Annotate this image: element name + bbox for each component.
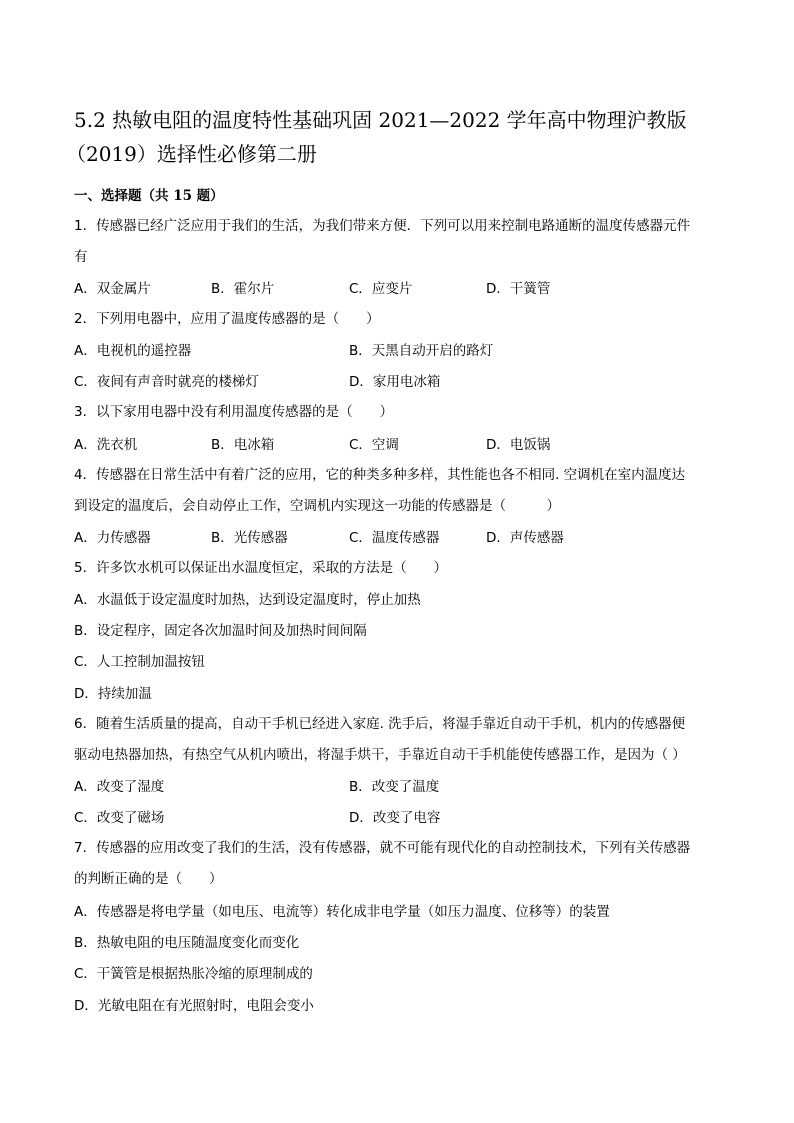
- question-6-stem-line-2: 驱动电热器加热，有热空气从机内喷出，将湿手烘干，手靠近自动干手机能使传感器工作，是因为（ ）: [74, 747, 686, 763]
- document-title: [66, 103, 734, 171]
- question-4-option-c: C．温度传感器: [349, 530, 440, 546]
- question-4-option-d: D．声传感器: [486, 530, 564, 546]
- question-5-option-a: A．水温低于设定温度时加热，达到设定温度时，停止加热: [74, 592, 421, 608]
- question-3-option-c: C．空调: [349, 437, 399, 453]
- question-6-option-b: B．改变了温度: [349, 779, 440, 795]
- section-heading: 一、选择题（共 15 题）: [74, 188, 224, 204]
- question-4-option-b: B．光传感器: [211, 530, 288, 546]
- question-3-stem-line-1: 3．以下家用电器中没有利用温度传感器的是（ ）: [74, 404, 394, 420]
- question-2-stem: [74, 304, 724, 335]
- question-1-option-a: A．双金属片: [74, 281, 151, 297]
- question-7-stem-line-1: 7．传感器的应用改变了我们的生活，没有传感器，就不可能有现代化的自动控制技术，下列有关传感器: [74, 840, 691, 856]
- question-1-option-c: C．应变片: [349, 281, 413, 297]
- question-3-option-b: B．电冰箱: [211, 437, 275, 453]
- question-2-option-d: D．家用电冰箱: [349, 374, 441, 390]
- title-line-1: 5.2 热敏电阻的温度特性基础巩固 2021—2022 学年高中物理沪教版: [74, 108, 687, 132]
- question-5-option-d: D．持续加温: [74, 686, 152, 702]
- question-6-option-d: D．改变了电容: [349, 810, 441, 826]
- question-4-stem-line-2: 到设定的温度后，会自动停止工作，空调机内实现这一功能的传感器是（ ）: [74, 498, 560, 514]
- question-2-option-b: B．天黑自动开启的路灯: [349, 343, 494, 359]
- question-4-stem: [74, 460, 724, 522]
- question-6-option-a: A．改变了湿度: [74, 779, 165, 795]
- question-5-stem-line-1: 5．许多饮水机可以保证出水温度恒定，采取的方法是（ ）: [74, 560, 448, 576]
- question-3-option-d: D．电饭锅: [486, 437, 551, 453]
- question-1-stem-line-1: 1．传感器已经广泛应用于我们的生活，为我们带来方便．下列可以用来控制电路通断的温度传感器元件: [74, 218, 691, 234]
- question-5-option-b: B．设定程序，固定各次加温时间及加热时间间隔: [74, 623, 367, 639]
- question-5-option-c: C．人工控制加温按钮: [74, 654, 205, 670]
- question-1-stem-line-2: 有: [74, 249, 88, 265]
- question-1-stem: [74, 211, 724, 273]
- question-4-option-a: A．力传感器: [74, 530, 151, 546]
- question-7-option-c: C．干簧管是根据热胀冷缩的原理制成的: [74, 966, 313, 982]
- question-6-stem-line-1: 6．随着生活质量的提高，自动干手机已经进入家庭. 洗手后，将湿手靠近自动干手机，机内的传感器便: [74, 716, 686, 732]
- question-7-stem-line-2: 的判断正确的是（ ）: [74, 871, 223, 887]
- question-5-stem: [74, 553, 724, 584]
- question-6-option-c: C．改变了磁场: [74, 810, 165, 826]
- question-6-stem: [74, 709, 724, 771]
- question-2-stem-line-1: 2．下列用电器中，应用了温度传感器的是（ ）: [74, 311, 380, 327]
- question-7-option-b: B．热敏电阻的电压随温度变化而变化: [74, 935, 300, 951]
- question-2-option-a: A．电视机的遥控器: [74, 343, 192, 359]
- question-7-stem: [74, 833, 724, 895]
- question-1-option-d: D．干簧管: [486, 281, 551, 297]
- title-line-2: （2019）选择性必修第二册: [66, 142, 317, 166]
- question-1-option-b: B．霍尔片: [211, 281, 275, 297]
- question-2-option-c: C．夜间有声音时就亮的楼梯灯: [74, 374, 259, 390]
- question-7-option-d: D．光敏电阻在有光照射时，电阻会变小: [74, 998, 314, 1014]
- question-3-option-a: A．洗衣机: [74, 437, 138, 453]
- question-7-option-a: A．传感器是将电学量（如电压、电流等）转化成非电学量（如压力温度、位移等）的装置: [74, 904, 610, 920]
- question-4-stem-line-1: 4．传感器在日常生活中有着广泛的应用，它的种类多种多样，其性能也各不相同. 空调机在室内温度达: [74, 467, 686, 483]
- question-3-stem: [74, 397, 724, 428]
